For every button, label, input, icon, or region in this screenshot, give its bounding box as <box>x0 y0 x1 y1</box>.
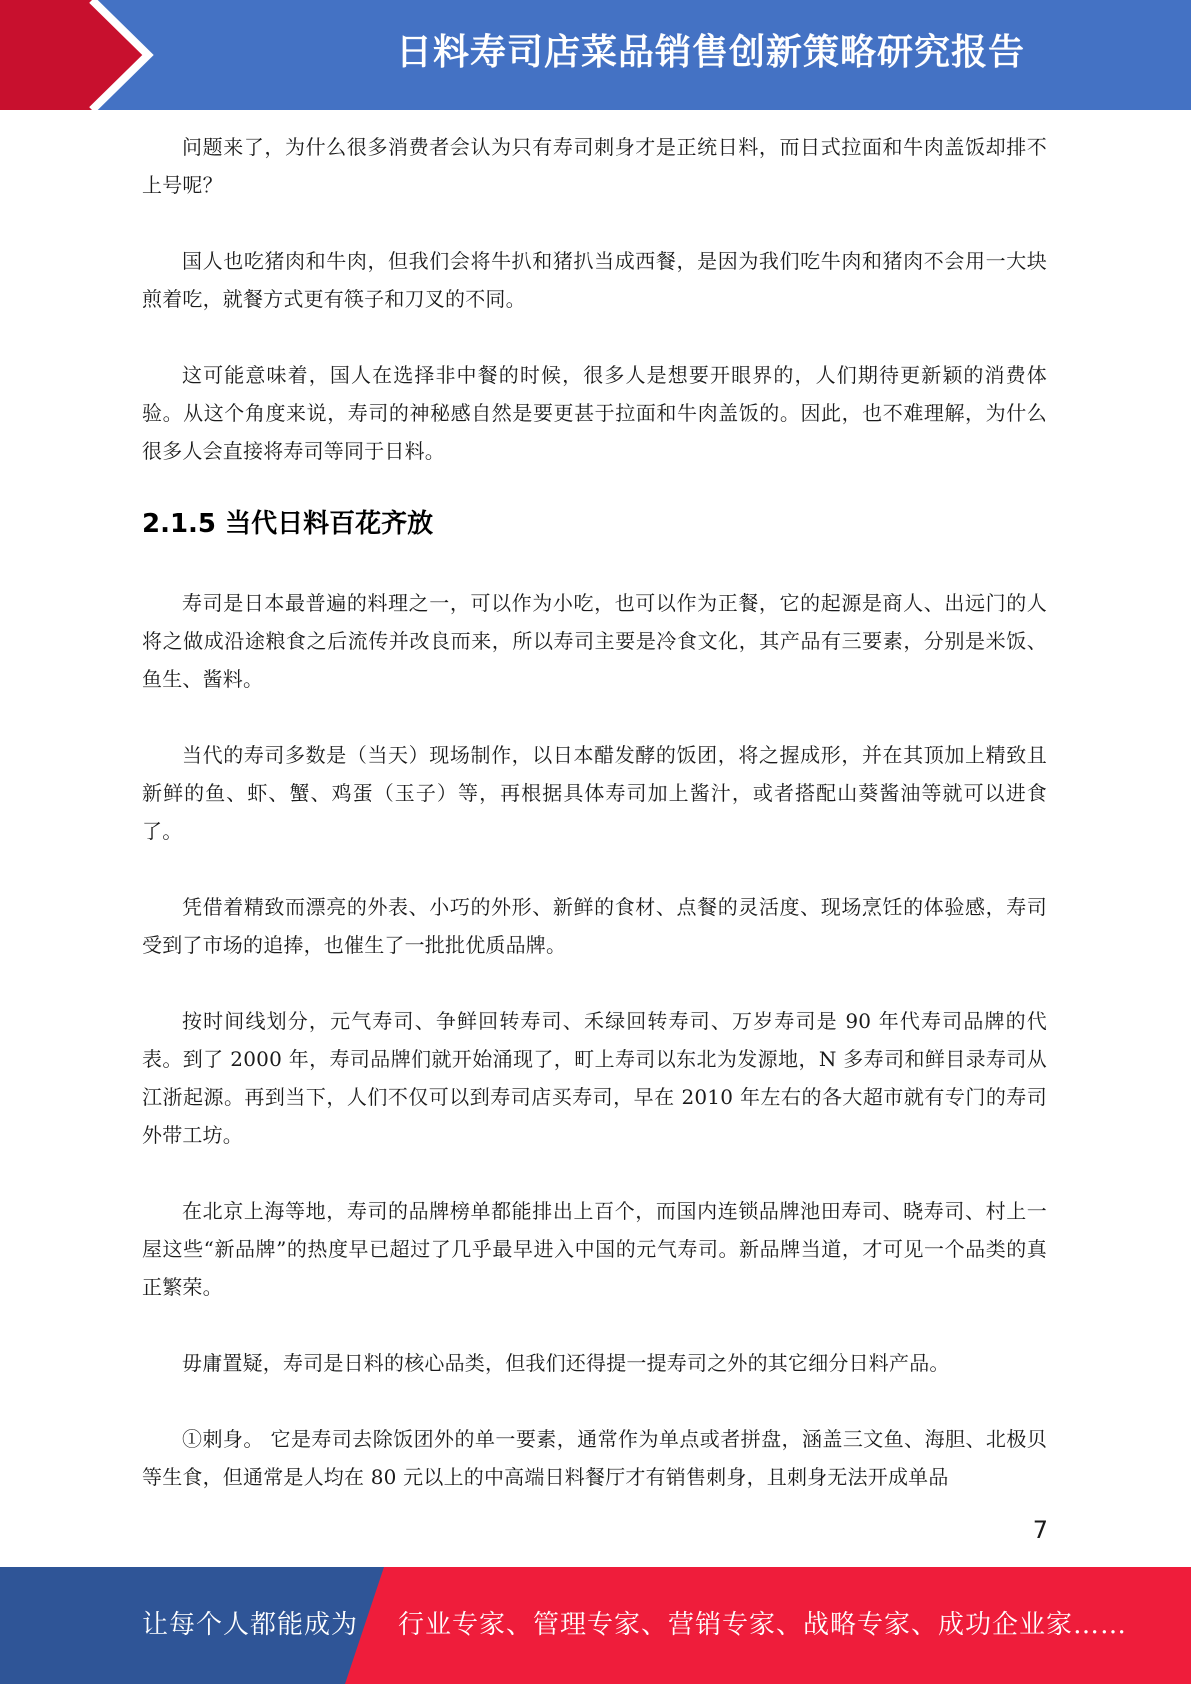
paragraph: 在北京上海等地，寿司的品牌榜单都能排出上百个，而国内连锁品牌池田寿司、晓寿司、村上一屋这些“新品牌”的热度早已超过了几乎最早进入中国的元气寿司。新品牌当道，才可见一个品类的真正繁荣。 <box>142 1199 1047 1299</box>
paragraph: 寿司是日本最普遍的料理之一，可以作为小吃，也可以作为正餐，它的起源是商人、出远门的人将之做成沿途粮食之后流传并改良而来，所以寿司主要是冷食文化，其产品有三要素，分别是米饭、鱼生、酱料。 <box>142 591 1047 691</box>
paragraph: 凭借着精致而漂亮的外表、小巧的外形、新鲜的食材、点餐的灵活度、现场烹饪的体验感，寿司受到了市场的追捧，也催生了一批批优质品牌。 <box>142 895 1047 957</box>
paragraph: 国人也吃猪肉和牛肉，但我们会将牛扒和猪扒当成西餐，是因为我们吃牛肉和猪肉不会用一大块煎着吃，就餐方式更有筷子和刀叉的不同。 <box>142 249 1047 311</box>
page-number: 7 <box>1032 1516 1048 1544</box>
paragraph: 按时间线划分，元气寿司、争鲜回转寿司、禾绿回转寿司、万岁寿司是 90 年代寿司品牌的代表。到了 2000 年，寿司品牌们就开始涌现了，町上寿司以东北为发源地，N 多寿司和鲜目录寿司从江浙起源。再到当下，人们不仅可以到寿司店买寿司，早在 2010 年左右的各大超市就有专门的寿司外带工坊。 <box>142 1009 1047 1147</box>
paragraph: 当代的寿司多数是（当天）现场制作，以日本醋发酵的饭团，将之握成形，并在其顶加上精致且新鲜的鱼、虾、蟹、鸡蛋（玉子）等，再根据具体寿司加上酱汁，或者搭配山葵酱油等就可以进食了。 <box>142 743 1047 843</box>
paragraph: 这可能意味着，国人在选择非中餐的时候，很多人是想要开眼界的，人们期待更新颖的消费体验。从这个角度来说，寿司的神秘感自然是要更甚于拉面和牛肉盖饭的。因此，也不难理解，为什么很多人会直接将寿司等同于日料。 <box>142 363 1047 463</box>
footer-slogan-right: 行业专家、管理专家、营销专家、战略专家、成功企业家…… <box>398 1610 1128 1640</box>
page-header <box>0 0 1191 110</box>
paragraph: 问题来了，为什么很多消费者会认为只有寿司刺身才是正统日料，而日式拉面和牛肉盖饭却排不上号呢？ <box>142 135 1047 197</box>
header-arrow-icon <box>0 0 160 110</box>
paragraph: ①刺身。 它是寿司去除饭团外的单一要素，通常作为单点或者拼盘，涵盖三文鱼、海胆、北极贝等生食，但通常是人均在 80 元以上的中高端日料餐厅才有销售刺身，且刺身无法开成单品 <box>142 1427 1047 1489</box>
report-title: 日料寿司店菜品销售创新策略研究报告 <box>395 32 1025 73</box>
paragraph: 毋庸置疑，寿司是日料的核心品类，但我们还得提一提寿司之外的其它细分日料产品。 <box>182 1351 950 1375</box>
page-footer <box>0 1567 1191 1684</box>
section-heading: 2.1.5 当代日料百花齐放 <box>142 509 434 539</box>
document-body <box>142 128 1047 1496</box>
footer-slogan-left: 让每个人都能成为 <box>142 1610 359 1640</box>
